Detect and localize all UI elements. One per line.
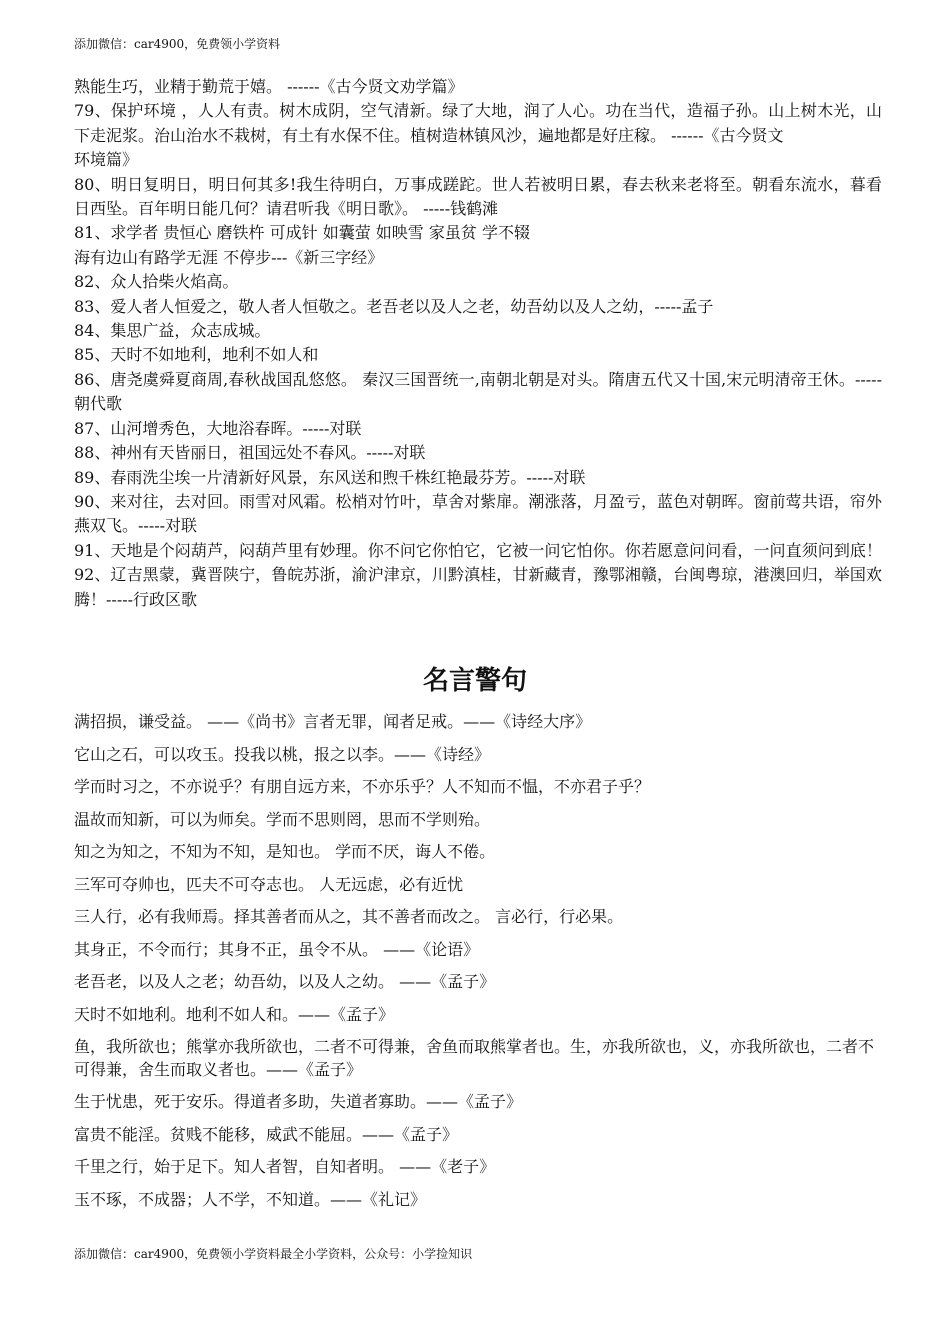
saying-line: 85、天时不如地利，地利不如人和 (74, 345, 319, 365)
saying-line: 海有边山有路学无涯 不停步---《新三字经》 (74, 247, 384, 267)
quote-line: 生于忧患，死于安乐。得道者多助，失道者寡助。——《孟子》 (74, 1092, 523, 1111)
quote-line: 知之为知之，不知为不知，是知也。 学而不厌，诲人不倦。 (74, 842, 496, 861)
saying-line: 79、保护环境 ，人人有责。树木成阴，空气清新。绿了大地，润了人心。功在当代，造福子孙。山上树木光，山下走泥浆。治山治水不栽树，有土有水保不住。植树造林镇风沙，遍地都是好庄稼。 ------《古今贤文 (74, 101, 882, 145)
saying-line: 82、众人拾柴火焰高。 (74, 272, 239, 292)
saying-line: 86、唐尧虞舜夏商周,春秋战国乱悠悠。 秦汉三国晋统一,南朝北朝是对头。隋唐五代又十国,宋元明清帝王休。-----朝代歌 (74, 369, 882, 414)
quote-line: 三人行，必有我师焉。择其善者而从之，其不善者而改之。 言必行，行必果。 (74, 907, 624, 926)
quote-line: 千里之行，始于足下。知人者智，自知者明。 ——《老子》 (74, 1157, 496, 1176)
saying-line: 91、天地是个闷葫芦，闷葫芦里有妙理。你不问它你怕它，它被一问它怕你。你若愿意问问看，一问直须问到底！92、辽吉黑蒙，冀晋陕宁，鲁皖苏浙，渝沪津京，川黔滇桂，甘新藏青，豫鄂湘赣，台闽粤琼，港澳回归，举国欢腾！-----行政区歌 (74, 540, 882, 609)
saying-line: 80、明日复明日，明日何其多!我生待明白，万事成蹉跎。世人若被明日累，春去秋来老将至。朝看东流水，暮看日西坠。百年明日能几何？请君听我《明日歌》。 -----钱鹤滩 (74, 174, 882, 219)
famous-quotes-section (74, 711, 882, 1221)
quote-line: 学而时习之，不亦说乎？有朋自远方来，不亦乐乎？人不知而不愠，不亦君子乎？ (74, 777, 651, 796)
page-footer: 添加微信：car4900，免费领小学资料最全小学资料，公众号：小学捡知识 (74, 1247, 473, 1261)
saying-line: 88、神州有天皆丽日，祖国远处不春风。-----对联 (74, 443, 426, 463)
quote-line: 它山之石，可以攻玉。投我以桃，报之以李。——《诗经》 (74, 744, 491, 764)
quote-line: 其身正，不令而行；其身不正，虽令不从。 ——《论语》 (74, 939, 480, 959)
saying-line: 81、求学者 贵恒心 磨铁杵 可成针 如囊萤 如映雪 家虽贫 学不辍 (74, 223, 530, 243)
quote-line: 老吾老，以及人之老；幼吾幼，以及人之幼。 ——《孟子》 (74, 972, 496, 991)
saying-line: 87、山河增秀色，大地浴春晖。-----对联 (74, 418, 362, 438)
saying-line: 84、集思广益，众志成城。 (74, 321, 271, 341)
quote-line: 富贵不能淫。贫贱不能移，威武不能屈。——《孟子》 (74, 1124, 459, 1144)
saying-line: 83、爱人者人恒爱之，敬人者人恒敬之。老吾老以及人之老，幼吾幼以及人之幼，-----孟子 (74, 296, 714, 316)
section-title: 名言警句 (422, 666, 527, 696)
saying-line: 90、来对往，去对回。雨雪对风霜。松梢对竹叶，草舍对紫扉。潮涨落，月盈亏，蓝色对朝晖。窗前莺共语，帘外燕双飞。-----对联 (74, 491, 882, 536)
quote-line: 三军可夺帅也，匹夫不可夺志也。 人无远虑，必有近忧 (74, 874, 464, 894)
quote-line: 满招损，谦受益。 ——《尚书》言者无罪，闻者足戒。——《诗经大序》 (74, 712, 592, 731)
quote-line: 鱼，我所欲也；熊掌亦我所欲也，二者不可得兼，舍鱼而取熊掌者也。生，亦我所欲也，义，亦我所欲也，二者不可得兼，舍生而取义者也。——《孟子》 (74, 1037, 875, 1079)
numbered-sayings-section (74, 75, 882, 612)
quote-line: 温故而知新，可以为师矣。学而不思则罔，思而不学则殆。 (74, 809, 491, 829)
saying-line: 89、春雨洗尘埃一片清新好风景，东风送和煦千株红艳最芬芳。-----对联 (74, 467, 586, 487)
saying-line: 熟能生巧，业精于勤荒于嬉。 ------《古今贤文劝学篇》 (74, 77, 464, 96)
saying-line: 环境篇》 (74, 150, 139, 170)
page-header: 添加微信：car4900，免费领小学资料 (74, 37, 281, 51)
quote-line: 天时不如地利。地利不如人和。——《孟子》 (74, 1004, 395, 1024)
quote-line: 玉不琢，不成器；人不学，不知道。——《礼记》 (74, 1189, 427, 1209)
